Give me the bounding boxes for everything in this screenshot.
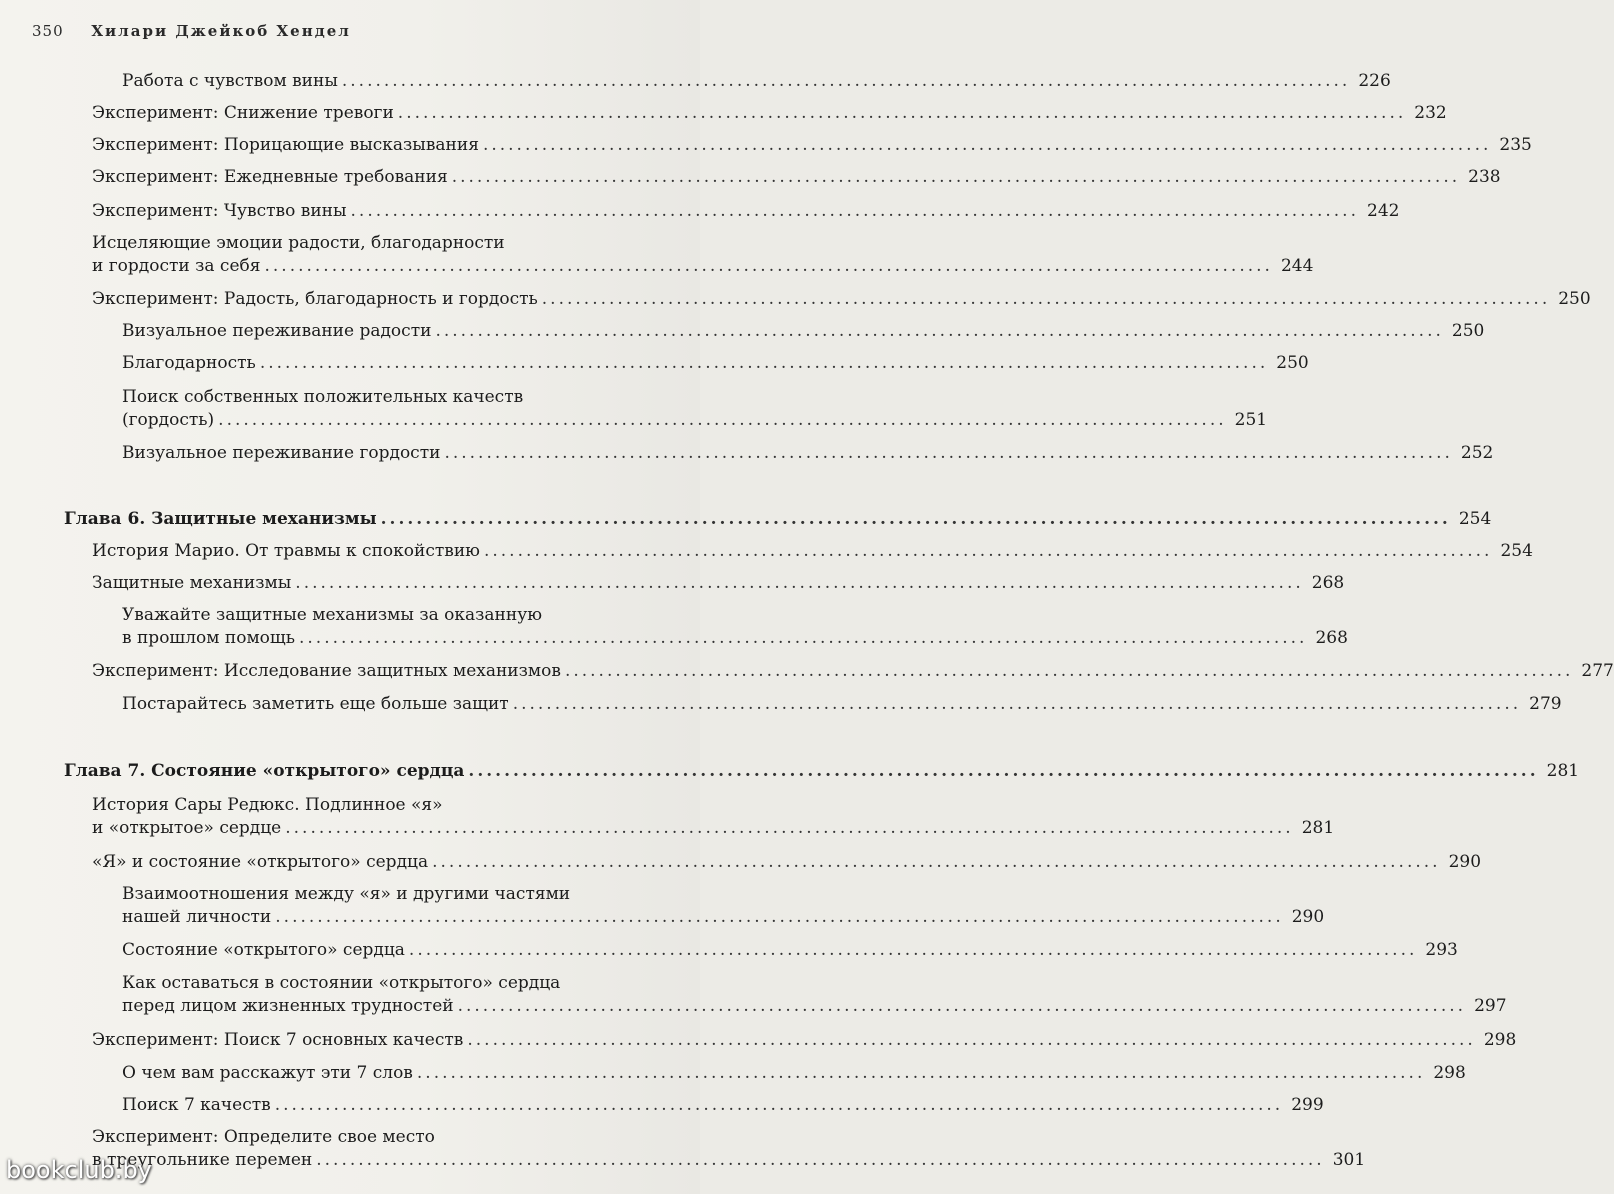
toc-entry-page: 281 (1301, 818, 1335, 838)
toc-entry-title-line: Поиск собственных положительных качеств (122, 387, 524, 407)
toc-entry (92, 232, 1314, 278)
dot-leader: ........................................................................................................................ (451, 167, 1461, 187)
toc-entry-title-line: Работа с чувством вины (122, 71, 338, 91)
toc-entry (92, 200, 1400, 223)
dot-leader: ........................................................................................................................ (432, 852, 1441, 872)
dot-leader: ........................................................................................................................ (218, 410, 1227, 430)
toc-entry-title-line: «Я» и состояние «открытого» сердца (92, 852, 429, 872)
toc-entry-title-line: Благодарность (122, 353, 256, 373)
toc-entry-title-line: Глава 6. Защитные механизмы (64, 509, 377, 529)
toc-entry (92, 166, 1501, 189)
toc-entry-title-line: Состояние «открытого» сердца (122, 940, 405, 960)
toc-entry-title-line: нашей личности (122, 907, 272, 927)
toc-entry-title-line: перед лицом жизненных трудностей (122, 996, 454, 1016)
toc-entry (122, 386, 1268, 432)
toc-entry-page: 293 (1425, 940, 1458, 960)
page-number: 350 (32, 22, 64, 40)
toc-entry (92, 540, 1533, 563)
toc-chapter-entry (64, 760, 1580, 783)
toc-entry-title-line: Исцеляющие эмоции радости, благодарности (92, 233, 505, 253)
dot-leader: ........................................................................................................................ (285, 818, 1294, 838)
toc-entry-page: 277 (1581, 661, 1614, 681)
toc-entry-title-line: Эксперимент: Определите свое место (92, 1127, 435, 1147)
toc-entry-page: 250 (1558, 289, 1591, 309)
toc-entry-title-line: Глава 7. Состояние «открытого» сердца (64, 761, 465, 781)
toc-entry-page: 251 (1234, 410, 1268, 430)
dot-leader: ........................................................................................................................ (444, 443, 1453, 463)
toc-entry-page: 298 (1433, 1063, 1466, 1083)
toc-entry-page: 254 (1458, 509, 1492, 529)
dot-leader: ........................................................................................................................ (274, 1095, 1284, 1115)
toc-entry-page: 290 (1448, 852, 1482, 872)
dot-leader: ........................................................................................................................ (295, 573, 1304, 593)
toc-entry (92, 134, 1532, 157)
toc-entry-title-line: Защитные механизмы (92, 573, 292, 593)
dot-leader: ........................................................................................................................ (259, 353, 1269, 373)
toc-entry-title-line: О чем вам расскажут эти 7 слов (122, 1063, 413, 1083)
watermark-logo: bookclub.by (6, 1156, 152, 1184)
toc-entry-page: 252 (1460, 443, 1494, 463)
toc-entry-title-line: в треугольнике перемен (92, 1150, 313, 1170)
toc-entry (122, 604, 1348, 650)
dot-leader: ........................................................................................................................ (298, 628, 1308, 648)
dot-leader: ........................................................................................................................ (275, 907, 1284, 927)
toc-entry-title-line: Эксперимент: Чувство вины (92, 201, 347, 221)
toc-entry-title-line: Как оставаться в состоянии «открытого» сердца (122, 973, 561, 993)
running-header (32, 22, 351, 40)
dot-leader: ........................................................................................................................ (457, 996, 1467, 1016)
toc-entry-page: 250 (1276, 353, 1309, 373)
toc-entry-page: 268 (1311, 573, 1345, 593)
toc-entry (92, 1126, 1366, 1172)
toc-entry-title-line: Поиск 7 качеств (122, 1095, 271, 1115)
toc-entry-page: 290 (1291, 907, 1325, 927)
author-name: Хилари Джейкоб Хендел (91, 22, 351, 40)
toc-entry-page: 238 (1468, 167, 1501, 187)
dot-leader: ........................................................................................................................ (380, 509, 1451, 529)
dot-leader: ........................................................................................................................ (264, 256, 1273, 276)
dot-leader: ........................................................................................................................ (416, 1063, 1426, 1083)
toc-entry (122, 352, 1309, 375)
toc-entry (122, 883, 1325, 929)
toc-entry-title-line: Эксперимент: Ежедневные требования (92, 167, 448, 187)
dot-leader: ........................................................................................................................ (512, 694, 1522, 714)
dot-leader: ........................................................................................................................ (483, 541, 1493, 561)
toc-entry-page: 254 (1500, 541, 1533, 561)
dot-leader: ........................................................................................................................ (564, 661, 1574, 681)
dot-leader: ........................................................................................................................ (341, 71, 1351, 91)
toc-entry-title-line: Эксперимент: Радость, благодарность и гордость (92, 289, 538, 309)
toc-entry-title-line: История Марио. От травмы к спокойствию (92, 541, 480, 561)
toc-entry-title-line: Взаимоотношения между «я» и другими частями (122, 884, 571, 904)
toc-entry-page: 299 (1291, 1095, 1324, 1115)
toc-entry-title-line: Эксперимент: Снижение тревоги (92, 103, 394, 123)
toc-entry-title-line: и «открытое» сердце (92, 818, 282, 838)
toc-entry-title-line: Визуальное переживание гордости (122, 443, 441, 463)
toc-entry (122, 693, 1562, 716)
toc-entry-page: 242 (1367, 201, 1400, 221)
toc-entry-page: 244 (1280, 256, 1314, 276)
toc-entry (122, 320, 1485, 343)
dot-leader: ........................................................................................................................ (482, 135, 1492, 155)
toc-entry (92, 1029, 1517, 1052)
toc-entry (122, 442, 1494, 465)
toc-entry-title-line: (гордость) (122, 410, 215, 430)
toc-entry-page: 279 (1529, 694, 1562, 714)
toc-entry-title-line: Эксперимент: Порицающие высказывания (92, 135, 479, 155)
toc-entry (92, 102, 1447, 125)
toc-entry-page: 297 (1474, 996, 1507, 1016)
toc-entry-title-line: Эксперимент: Исследование защитных механизмов (92, 661, 561, 681)
toc-entry (92, 794, 1335, 840)
toc-entry (92, 660, 1614, 683)
toc-chapter-entry (64, 508, 1492, 531)
toc-entry-page: 301 (1332, 1150, 1366, 1170)
dot-leader: ........................................................................................................................ (350, 201, 1359, 221)
dot-leader: ........................................................................................................................ (468, 761, 1539, 781)
toc-entry-page: 226 (1358, 71, 1391, 91)
toc-entry-page: 268 (1315, 628, 1348, 648)
toc-entry-page: 281 (1546, 761, 1580, 781)
toc-entry-page: 298 (1483, 1030, 1517, 1050)
dot-leader: ........................................................................................................................ (467, 1030, 1476, 1050)
toc-entry-title-line: в прошлом помощь (122, 628, 295, 648)
toc-entry (122, 1062, 1466, 1085)
toc-entry (122, 972, 1507, 1018)
dot-leader: ........................................................................................................................ (397, 103, 1407, 123)
toc-entry (122, 939, 1458, 962)
toc-entry (122, 1094, 1324, 1117)
dot-leader: ........................................................................................................................ (316, 1150, 1325, 1170)
dot-leader: ........................................................................................................................ (408, 940, 1418, 960)
toc-entry (92, 572, 1345, 595)
toc-entry-page: 235 (1499, 135, 1532, 155)
toc-entry-title-line: История Сары Редюкс. Подлинное «я» (92, 795, 443, 815)
dot-leader: ........................................................................................................................ (435, 321, 1444, 341)
toc-entry-title-line: Постарайтесь заметить еще больше защит (122, 694, 509, 714)
toc-entry-title-line: Визуальное переживание радости (122, 321, 432, 341)
toc-entry (122, 70, 1391, 93)
toc-entry-page: 250 (1451, 321, 1485, 341)
toc-entry-title-line: Эксперимент: Поиск 7 основных качеств (92, 1030, 464, 1050)
dot-leader: ........................................................................................................................ (541, 289, 1551, 309)
toc-entry-title-line: и гордости за себя (92, 256, 261, 276)
toc-entry (92, 288, 1591, 311)
toc-entry (92, 851, 1482, 874)
toc-entry-page: 232 (1414, 103, 1447, 123)
toc-entry-title-line: Уважайте защитные механизмы за оказанную (122, 605, 543, 625)
